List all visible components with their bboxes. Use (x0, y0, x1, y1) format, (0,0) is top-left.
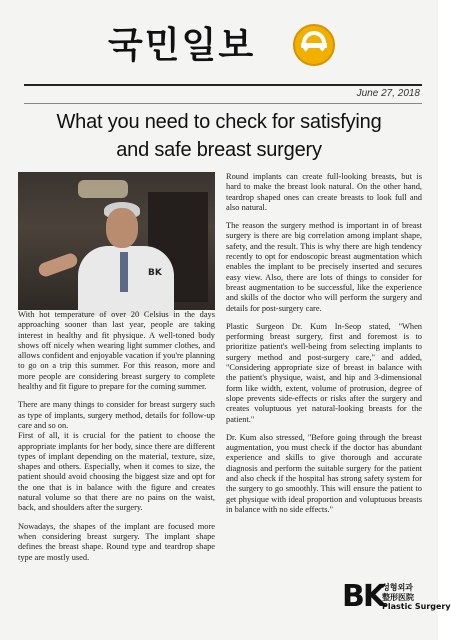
publish-date: June 27, 2018 (356, 88, 420, 99)
paragraph: Plastic Surgeon Dr. Kum In-Seop stated, "When performing breast surgery, first and foremost is to prioritize patient's well-being from selecting implants to surgery method and post-surgery care," and added, "Considering appropriate size of breast in balance with the patient's physique, waist, and hip and 3-dimensional form like width, extent, volume of protrusion, degree of slope prevents side-effects or risks after the surgery and creates voluptuous yet natural-looking breasts for the patient." (226, 321, 422, 424)
bk-english-name: Plastic Surgery (382, 602, 451, 611)
paragraph: There are many things to consider for breast surgery such as type of implants, surgery method, details for follow-up care and so on. (18, 400, 215, 430)
article-headline (20, 108, 418, 164)
headline-line-1: What you need to check for satisfying (56, 111, 382, 133)
paragraph: Round implants can create full-looking breasts, but is hard to make the breast look natural. On the other hand, teardrop shaped ones can create breasts to look full and also natural. (226, 172, 422, 212)
paragraph: With hot temperature of over 20 Celsius in the days approaching sooner than last year, people are taking interest in healthy and fit physique. A well-toned body shows off nicely when wearing light summer clothes, and allows confident and enjoyable vacation if you're planning to go on a trip this summer. For this reason, more and more people are considering breast surgery to complete healthy and fit figure to prepare for the coming summer. (18, 310, 215, 392)
newspaper-title: 국민일보 (108, 25, 256, 66)
paragraph: Nowadays, the shapes of the implant are focused more when considering breast surgery. The implant shape defines the breast shape. Round type and teardrop shape type are mostly used. (18, 521, 215, 562)
coat-logo: BK (148, 268, 162, 278)
article-column-right (226, 172, 422, 523)
bk-hanja-name: 整形医院 (382, 593, 414, 602)
bk-korean-name: 성형외과 (382, 583, 413, 592)
masthead (108, 22, 338, 70)
article-column-left (18, 310, 215, 571)
paragraph: The reason the surgery method is important in of breast surgery is there are big correlation among implant shape, safety, and the result. This is why there are high tendency recently to opt for endoscopic breast augmentation which enables the implant to be precisely inserted and secures easy view. Also, there are lots of things to consider for breast augmentation to be successful, like the experience and skills of the doctor who will perform the surgery and details for post-surgery care. (226, 221, 422, 313)
bk-mark: BK (342, 579, 385, 614)
newspaper-logo-icon (293, 24, 335, 66)
bk-plastic-surgery-logo (342, 579, 451, 616)
date-rule (24, 103, 422, 104)
doctor-photo (18, 172, 215, 310)
top-rule (24, 84, 422, 86)
headline-line-2: and safe breast surgery (116, 139, 322, 161)
paragraph: First of all, it is crucial for the patient to choose the appropriate implants for her body, since there are different types of implant depending on the material, texture, size, shapes and others. Especially, when it comes to size, the patient should avoid choosing the biggest size and opt for the one that is in balance with the figure and creates natural volume so that there are no pains on the waist, back, and shoulders after the surgery. (18, 431, 215, 513)
paragraph: Dr. Kum also stressed, "Before going through the breast augmentation, you must check if the doctor has abundant experience and skills to give thorough and accurate diagnosis and perform the suitable surgery for the patient and also check if the hospital has strong safety system for the surgery to go smoothly. This will ensure the patient to get physique with ideal proportion and voluptuous breasts in balance with no side effects." (226, 432, 422, 514)
